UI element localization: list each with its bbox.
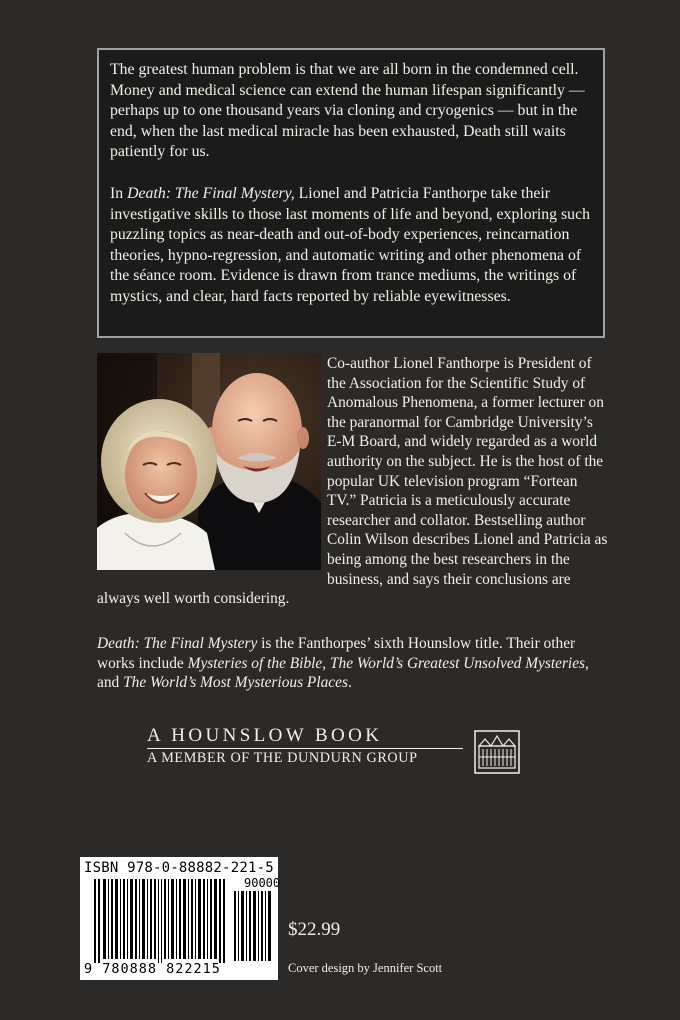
other-titles-paragraph <box>97 634 609 693</box>
price-code: 90000 <box>244 876 281 890</box>
book-title-italic: Death: The Final Mystery, <box>127 184 295 202</box>
titles-sep-2: , and <box>97 654 589 692</box>
titles-sep-1: , <box>322 654 330 672</box>
titles-text-1: is the Fanthorpes’ sixth Hounslow title. Their other works include <box>97 635 576 672</box>
photo-spacer <box>97 354 327 574</box>
publisher-divider <box>147 748 463 749</box>
synopsis-rest: Lionel and Patricia Fanthorpe take their investigative skills to those last moments of life and beyond, exploring such puzzling topics as near-death and out-of-body experiences, reincarnation theories, hypno-regression, and automatic writing and other phenomena of the séance room. Evidence is drawn from trance mediums, the writings of mystics, and clear, hard facts reported by reliable eyewitnesses. <box>110 184 590 305</box>
barcode <box>80 857 281 980</box>
author-bio <box>97 354 609 609</box>
dundurn-building-logo-icon <box>474 730 520 779</box>
publisher-name: A HOUNSLOW BOOK <box>147 725 383 746</box>
publisher-group: A MEMBER OF THE DUNDURN GROUP <box>147 750 418 766</box>
author-bio-text: Co-author Lionel Fanthorpe is President of the Association for the Scientific Study of Anomalous Phenomena, a former lecturer on the paranormal for Cambridge University’s E-M Board, and widely regarded as a world authority on the subject. He is the host of the popular UK television program “Fortean TV.” Patricia is a meticulously accurate researcher and collator. Bestselling author Colin Wilson describes Lionel and Patricia as being among the best researchers in the business, and says their conclusions are always well worth considering. <box>97 355 608 608</box>
synopsis-paragraph-2 <box>110 184 592 308</box>
ean-digits: 9 780888 822215 <box>84 961 221 977</box>
title-death-final-mystery: Death: The Final Mystery <box>97 635 258 652</box>
synopsis-paragraph-1: The greatest human problem is that we are all born in the condemned cell. Money and medical science can extend the human lifespan significantly — perhaps up to one thousand years via cloning and cryogenics — but in the end, when the last medical miracle has been exhausted, Death still waits patiently for us. <box>110 61 585 161</box>
cover-design-credit: Cover design by Jennifer Scott <box>288 961 443 975</box>
price: $22.99 <box>288 919 341 940</box>
title-mysteries-of-the-bible: Mysteries of the Bible <box>187 654 323 672</box>
isbn-label: ISBN 978-0-88882-221-5 <box>84 860 274 876</box>
title-worlds-most-mysterious: The World’s Most Mysterious Places <box>123 674 348 692</box>
titles-end: . <box>347 674 352 692</box>
synopsis-box <box>97 48 605 338</box>
synopsis-in: In <box>110 184 128 202</box>
title-worlds-greatest-unsolved: The World’s Greatest Unsolved Mysteries <box>329 654 586 672</box>
